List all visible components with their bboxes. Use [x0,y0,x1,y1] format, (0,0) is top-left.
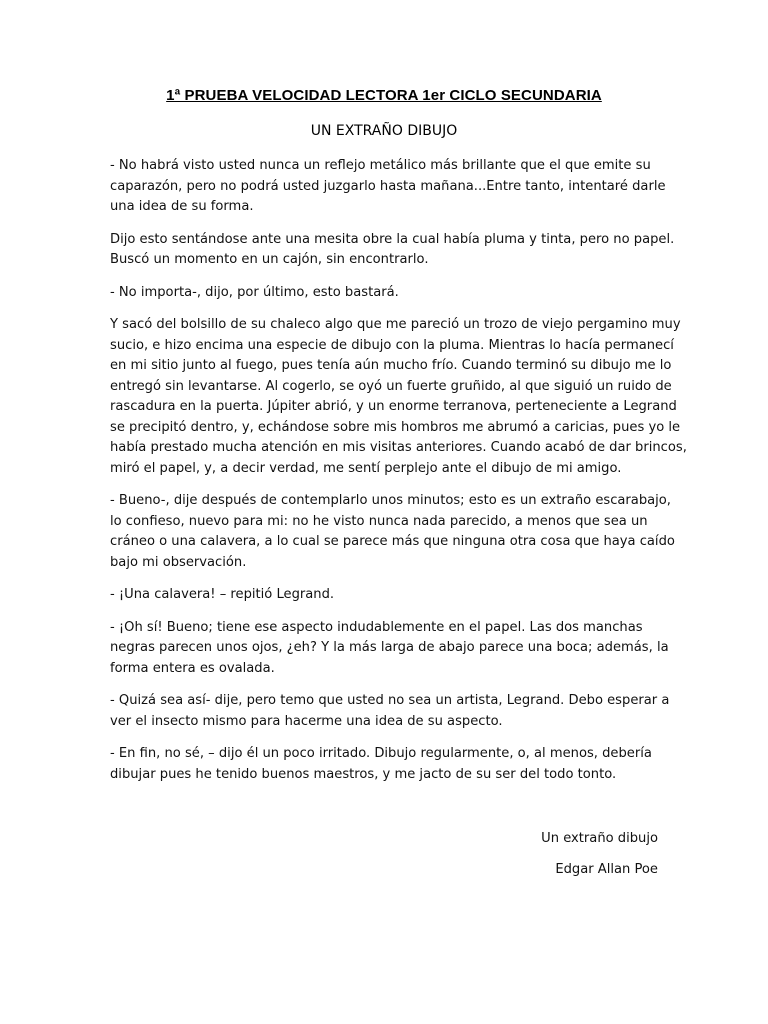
paragraph-line: - ¡Oh sí! Bueno; tiene ese aspecto indudablemente en el papel. Las dos manchas [110,619,643,635]
paragraph-line: - Quizá sea así- dije, pero temo que usted no sea un artista, Legrand. Debo esperar a [110,693,670,708]
document-title: 1ª PRUEBA VELOCIDAD LECTORA 1er CICLO SECUNDARIA [166,87,602,104]
paragraph-line: se precipitó dentro, y, echándose sobre mis hombros me abrumó a caricias, pues yo le [110,419,681,435]
paragraph-line: cráneo o una calavera, a lo cual se parece más que ninguna otra cosa que haya caído [110,534,675,549]
attribution-work-title: Un extraño dibujo [541,831,658,846]
paragraph-line: - Bueno-, dije después de contemplarlo unos minutos; esto es un extraño escarabajo, [110,493,671,508]
paragraph-line: había prestado mucha atención en mis visitas anteriores. Cuando acabó de dar brincos, [110,440,687,455]
paragraph-line: en mi sitio junto al fuego, pues tenía aún mucho frío. Cuando terminó su dibujo me lo [110,358,672,373]
paragraph-line: una idea de su forma. [110,199,254,214]
paragraph-line: sucio, e hizo encima una especie de dibujo con la pluma. Mientras lo hacía permanecí [110,337,674,353]
paragraph-line: ver el insecto mismo para hacerme una idea de su aspecto. [110,713,503,729]
paragraph-line: negras parecen unos ojos, ¿eh? Y la más larga de abajo parece una boca; además, la [110,640,669,655]
attribution-author: Edgar Allan Poe [555,862,658,877]
paragraph [110,230,675,271]
paragraph [110,156,670,218]
paragraph [110,283,670,304]
paragraph-line: entregó sin levantarse. Al cogerlo, se oyó un fuerte gruñido, al que siguió un ruido de [110,378,672,394]
document-subtitle: UN EXTRAÑO DIBUJO [310,123,458,139]
paragraph-line: Y sacó del bolsillo de su chaleco algo que me pareció un trozo de viejo pergamino muy [110,317,681,332]
paragraph-line: - En fin, no sé, – dijo él un poco irritado. Dibujo regularmente, o, al menos, debería [110,746,652,761]
paragraph-line: forma entera es ovalada. [110,660,275,676]
paragraph [110,315,687,479]
paragraph-line: - ¡Una calavera! – repitió Legrand. [110,587,335,602]
paragraph [110,744,670,785]
paragraph-line: - No habrá visto usted nunca un reflejo metálico más brillante que el que emite su [110,158,651,173]
paragraph [110,585,670,606]
paragraph-line: bajo mi observación. [110,554,247,570]
paragraph [110,491,675,573]
paragraph-line: caparazón, pero no podrá usted juzgarlo hasta mañana...Entre tanto, intentaré darle [110,178,666,194]
paragraph-line: - No importa-, dijo, por último, esto bastará. [110,284,399,300]
paragraph-line: miró el papel, y, a decir verdad, me sentí perplejo ante el dibujo de mi amigo. [110,460,622,476]
paragraph [110,618,670,680]
paragraph [110,691,670,732]
paragraph-line: dibujar pues he tenido buenos maestros, y me jacto de su ser del todo tonto. [110,766,617,782]
paragraph-line: lo confieso, nuevo para mi: no he visto nunca nada parecido, a menos que sea un [110,513,648,529]
paragraph-line: rascadura en la puerta. Júpiter abrió, y un enorme terranova, perteneciente a Legrand [110,399,677,414]
paragraph-line: Dijo esto sentándose ante una mesita obre la cual había pluma y tinta, pero no papel. [110,231,675,247]
paragraph-line: Buscó un momento en un cajón, sin encontrarlo. [110,252,429,267]
document-body [110,156,687,797]
